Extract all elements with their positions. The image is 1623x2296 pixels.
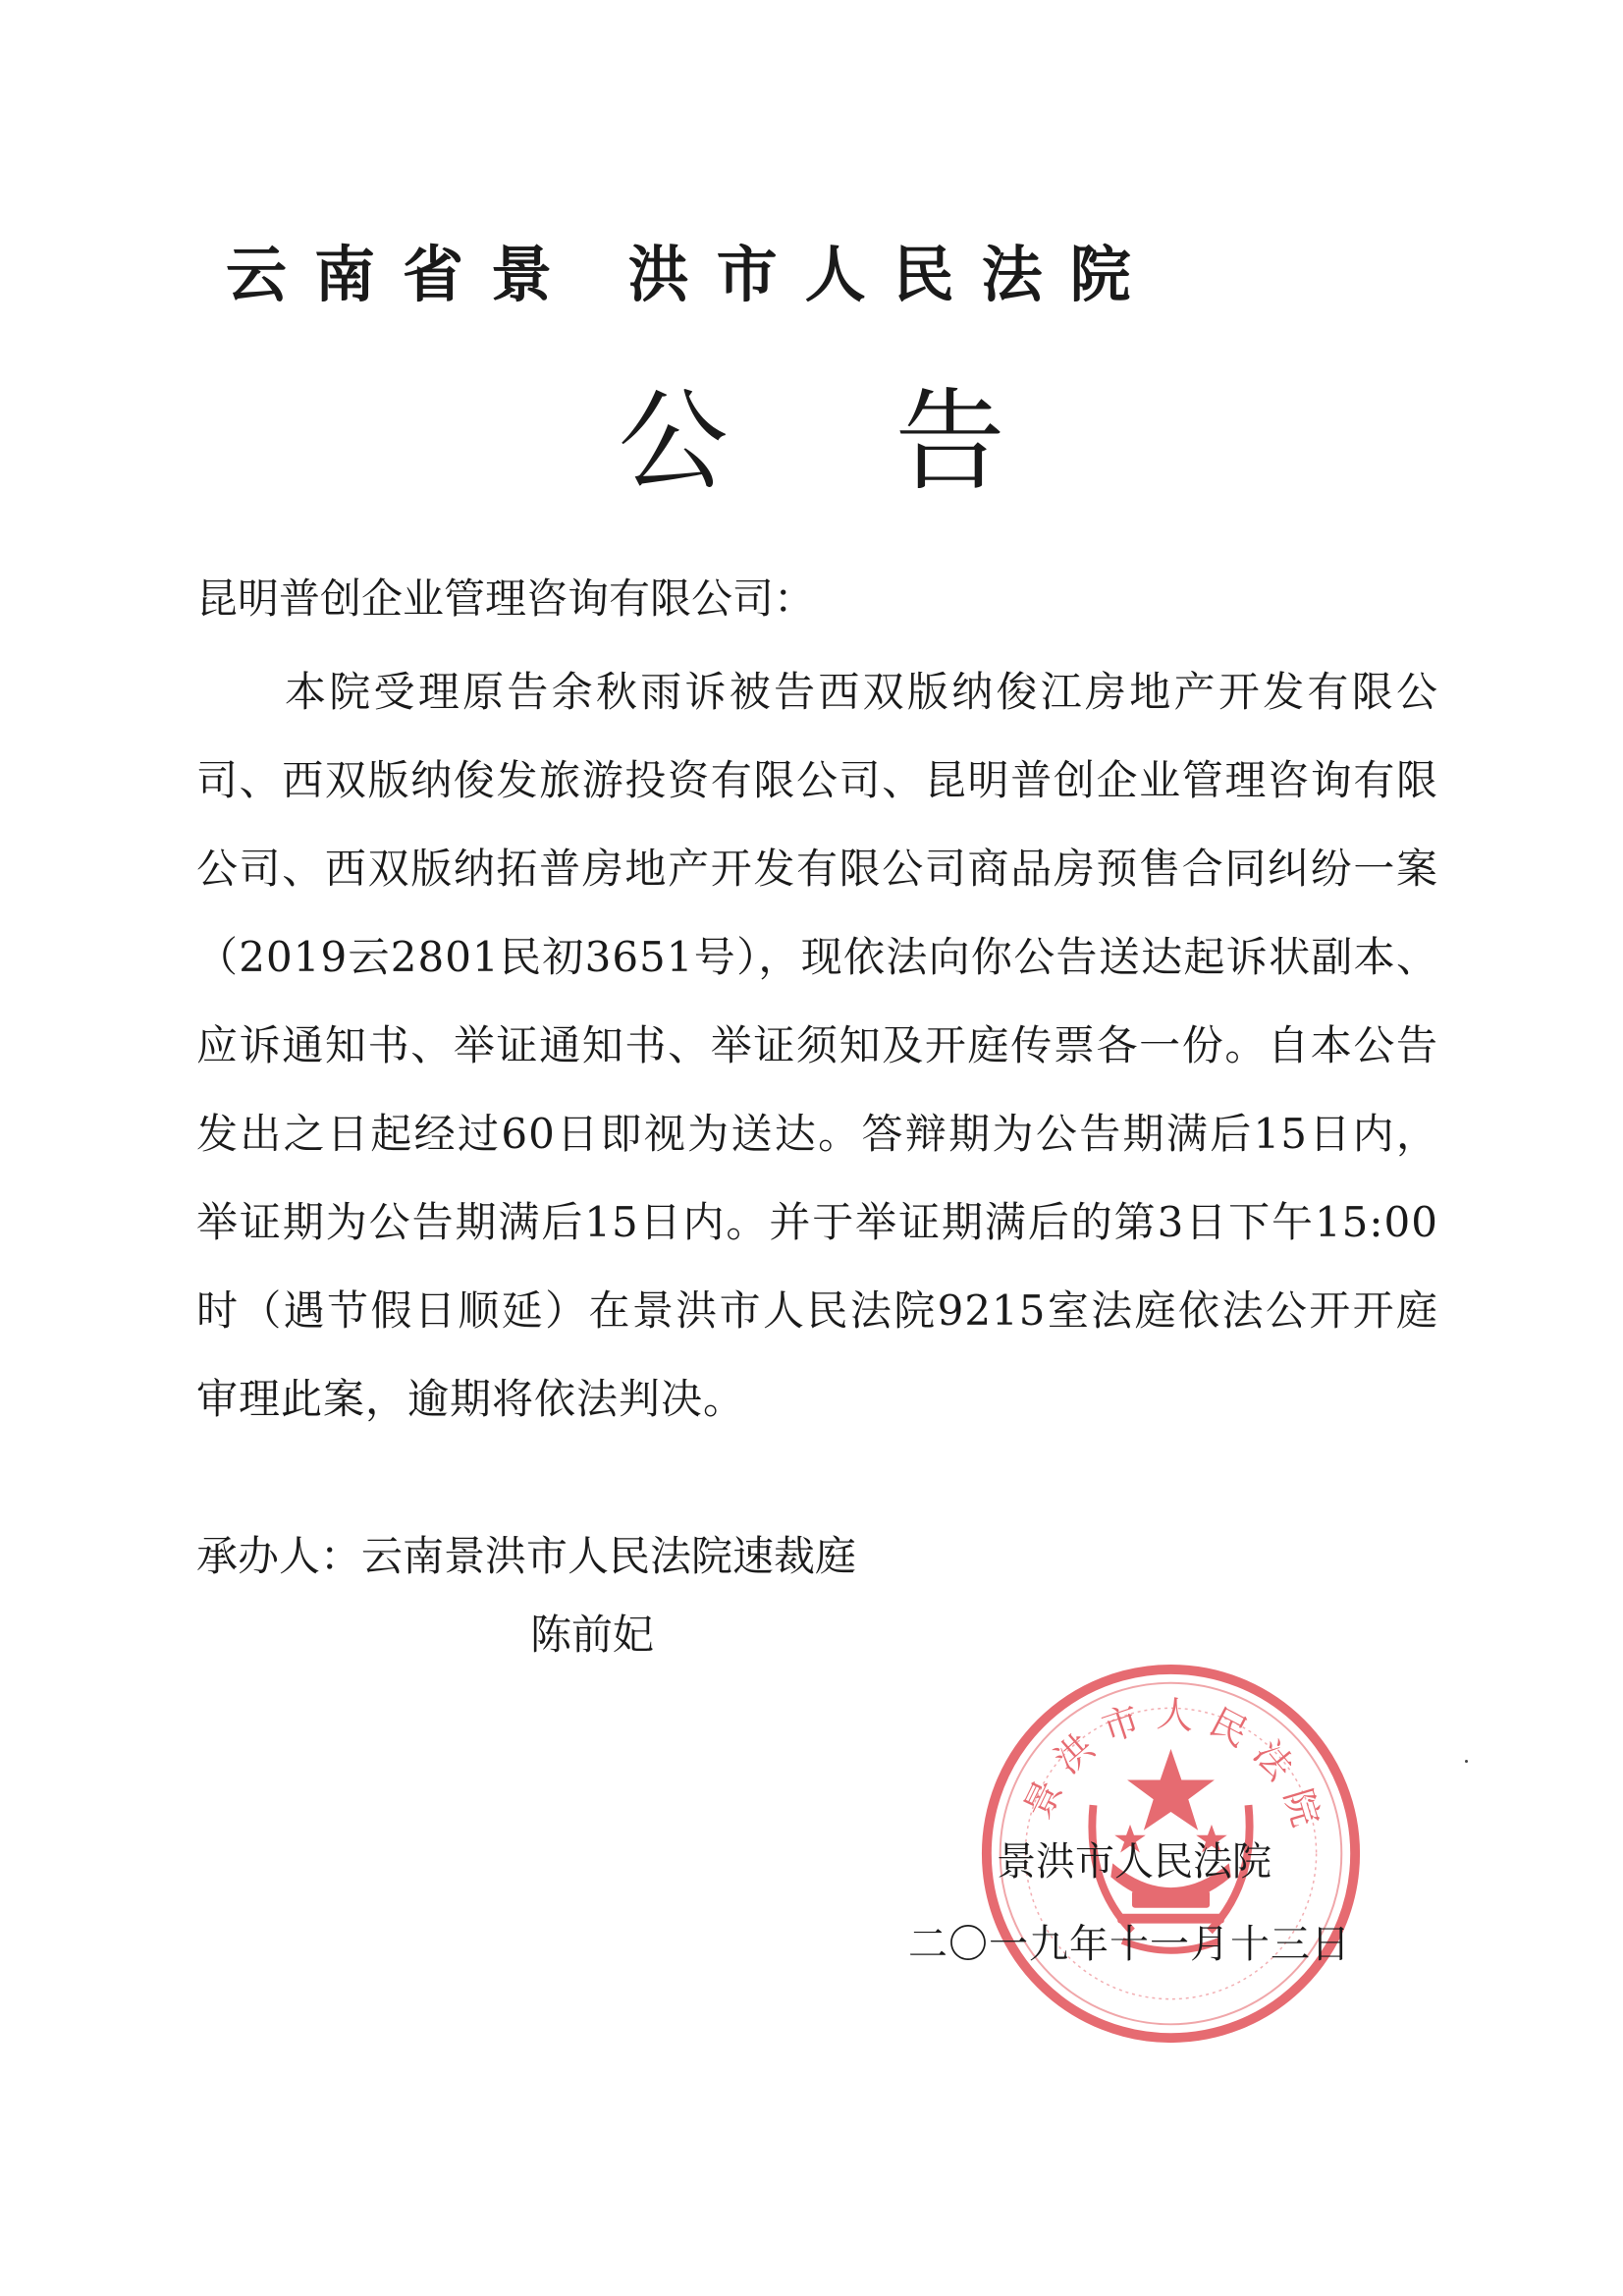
seal-text: 景洪市人民法院 <box>1015 1691 1332 1845</box>
issue-date: 二〇一九年十一月十三日 <box>908 1922 1351 1967</box>
notice-body: 本院受理原告余秋雨诉被告西双版纳俊江房地产开发有限公司、西双版纳俊发旅游投资有限公司、昆明普创企业管理咨询有限公司、西双版纳拓普房地产开发有限公司商品房预售合同纠纷一案（2019云2801民初3651号），现依法向你公告送达起诉状副本、应诉通知书、举证通知书、举证须知及开庭传票各一份。自本公告发出之日起经过60日即视为送达。答辩期为公告期满后15日内，举证期为公告期满后15日内。并于举证期满后的第3日下午15:00时（遇节假日顺延）在景洪市人民法院9215室法庭依法公开开庭审理此案，逾期将依法判决。 <box>196 668 1438 1423</box>
court-title: 云南省景 洪市人民法院 <box>226 239 1159 310</box>
handler-line: 承办人：云南景洪市人民法院速裁庭 <box>196 1532 857 1580</box>
document-heading: 公告 <box>618 378 1172 506</box>
issuing-court: 景洪市人民法院 <box>997 1839 1271 1885</box>
scan-speck <box>1465 1760 1468 1763</box>
judge-name: 陈前妃 <box>530 1611 655 1659</box>
addressee: 昆明普创企业管理咨询有限公司： <box>196 574 816 623</box>
